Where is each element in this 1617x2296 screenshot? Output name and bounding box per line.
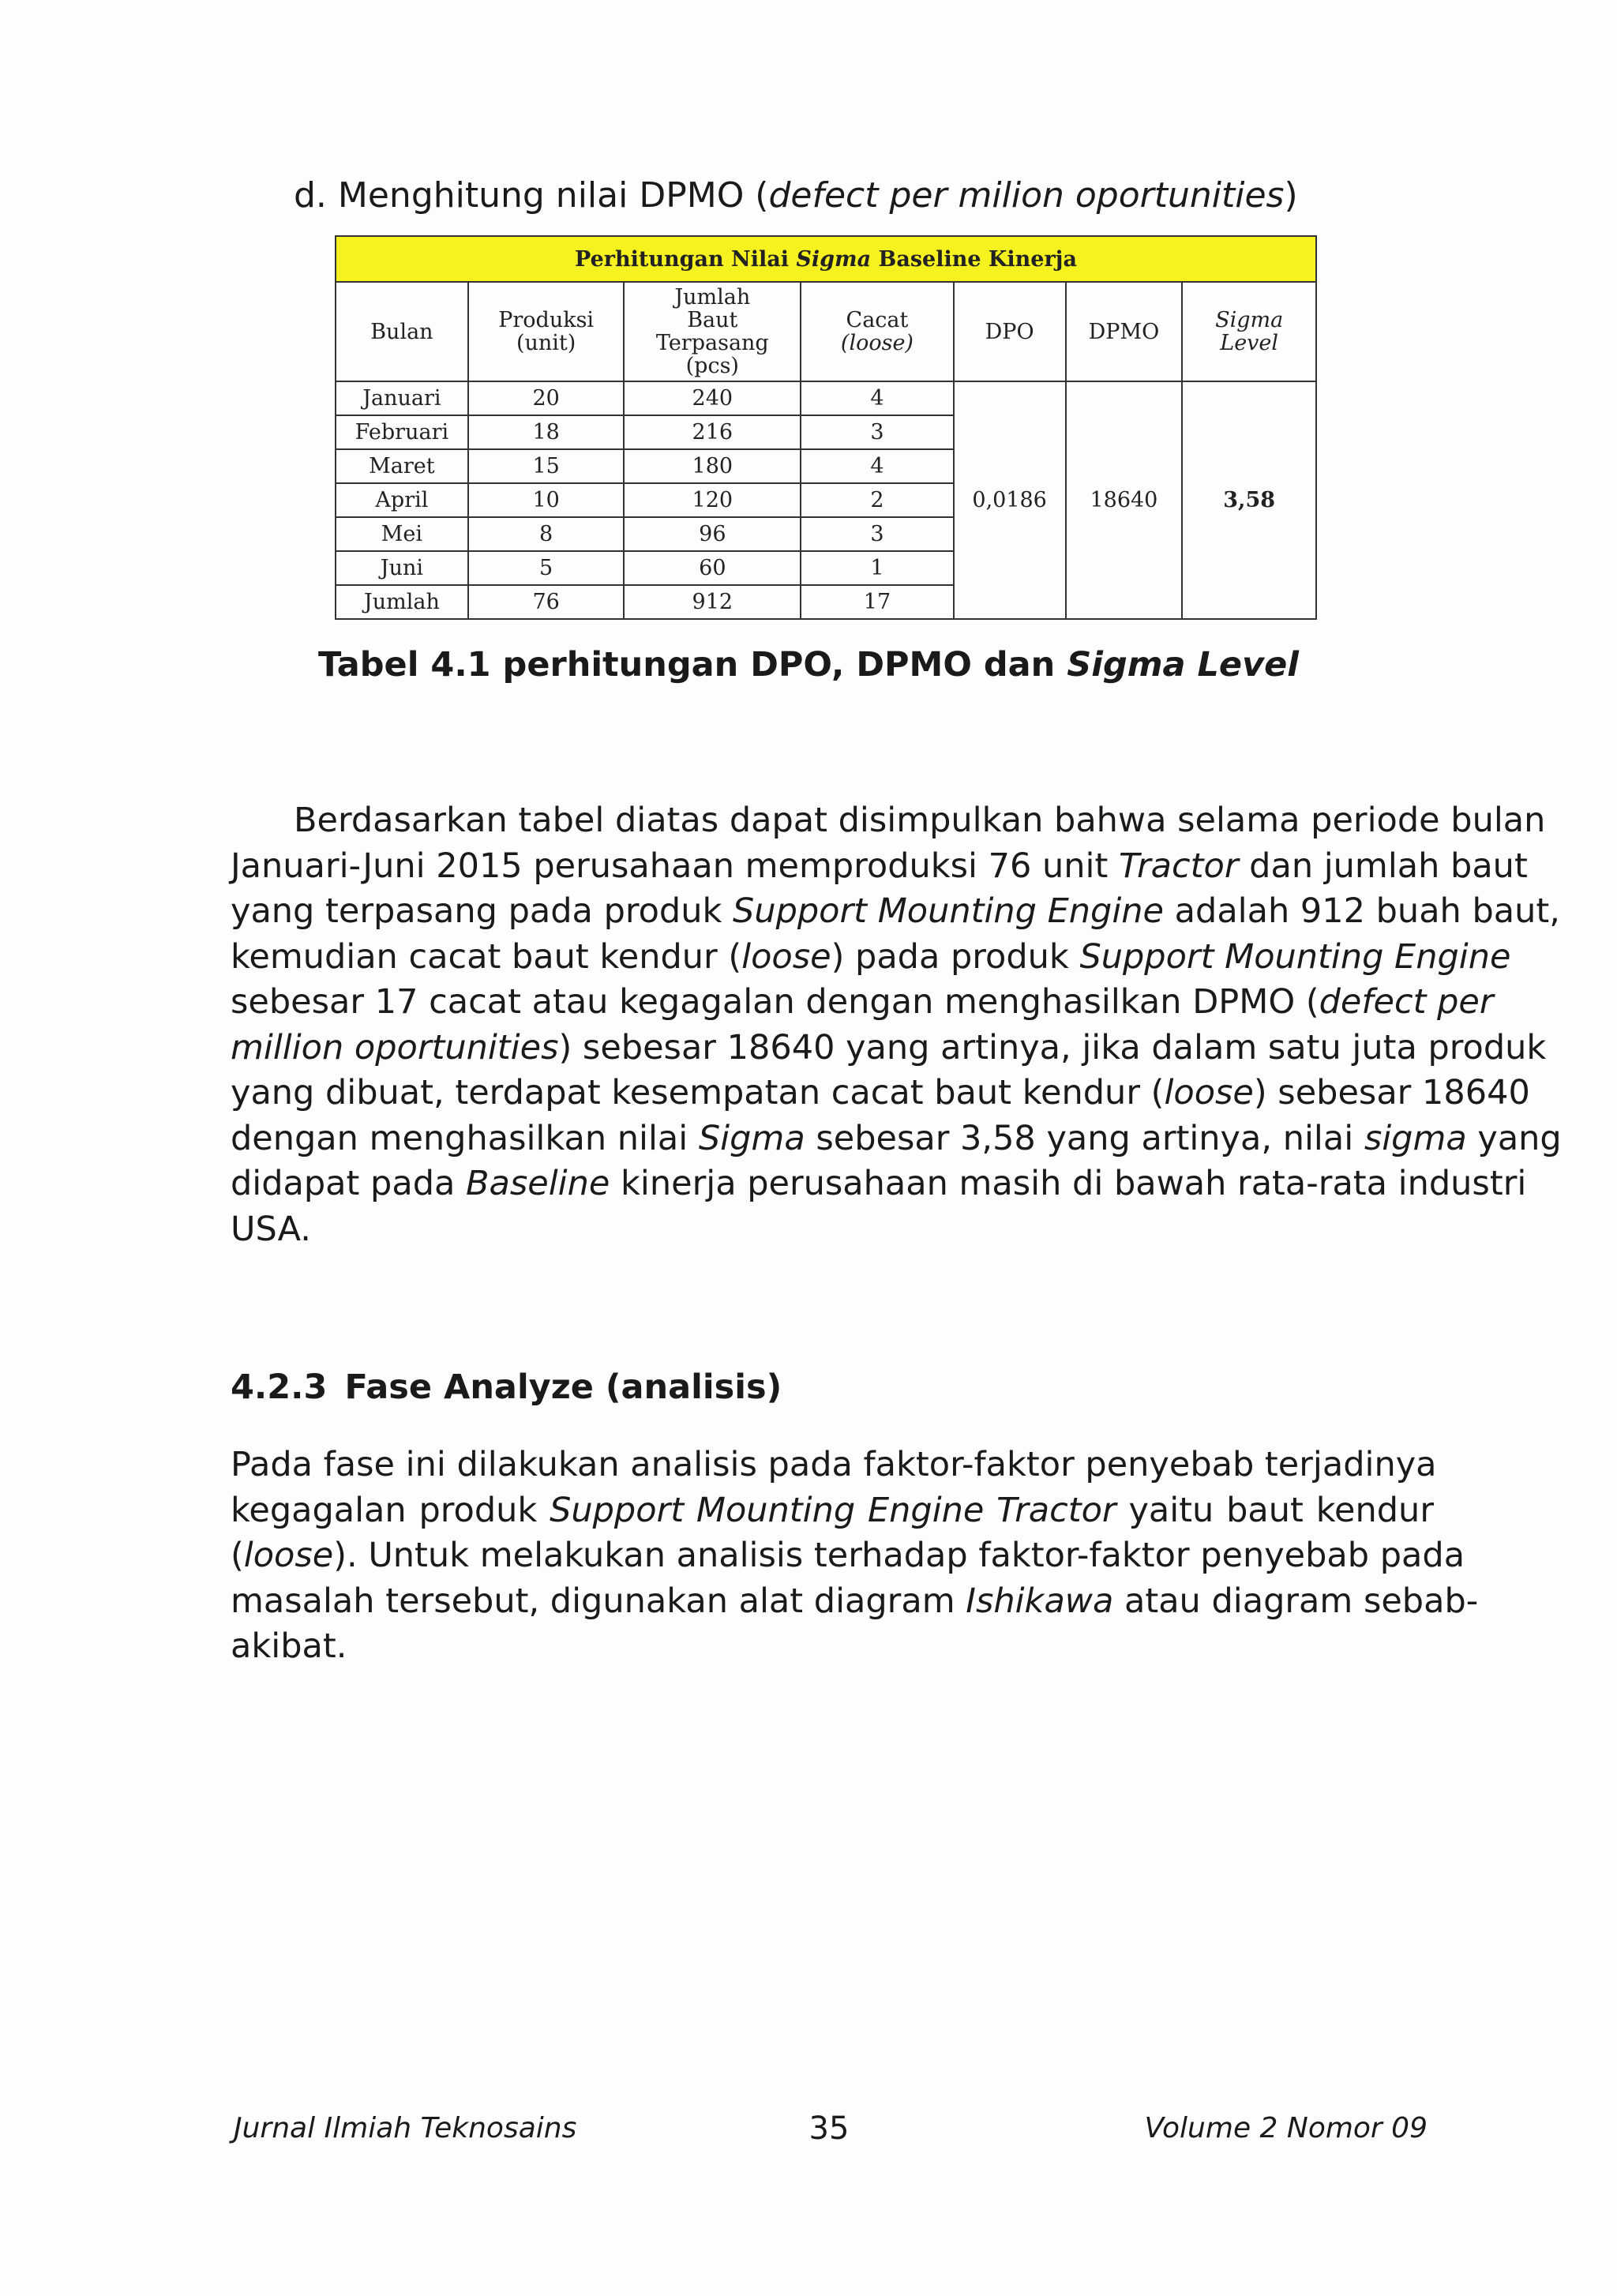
col-header-dpo: DPO: [954, 282, 1066, 381]
cell-baut: 912: [624, 585, 801, 619]
paragraph-line: sebesar 17 cacat atau kegagalan dengan menghasilkan DPMO (defect per: [231, 982, 1494, 1022]
cell-cacat: 3: [801, 517, 954, 551]
page-number: 35: [808, 2110, 850, 2147]
cell-cacat: 1: [801, 551, 954, 585]
col-header-sigma-level: Sigma Level: [1182, 282, 1316, 381]
cell-baut: 180: [624, 449, 801, 483]
paragraph-line: Berdasarkan tabel diatas dapat disimpulkan bahwa selama periode bulan: [294, 801, 1546, 840]
cell-bulan: Mei: [336, 517, 468, 551]
col-header-jumlah-baut: Jumlah Baut Terpasang (pcs): [624, 282, 801, 381]
col-header-cacat: Cacat (loose): [801, 282, 954, 381]
cell-bulan: Juni: [336, 551, 468, 585]
paragraph-line: dengan menghasilkan nilai Sigma sebesar 3,58 yang artinya, nilai sigma yang: [231, 1118, 1562, 1158]
cell-bulan: Jumlah: [336, 585, 468, 619]
paragraph-line: didapat pada Baseline kinerja perusahaan masih di bawah rata-rata industri: [231, 1164, 1527, 1203]
paragraph-line: yang dibuat, terdapat kesempatan cacat baut kendur (loose) sebesar 18640: [231, 1073, 1530, 1112]
subheading-suffix: ): [1284, 175, 1298, 216]
cell-produksi: 76: [468, 585, 625, 619]
paragraph-line: million oportunities) sebesar 18640 yang artinya, jika dalam satu juta produk: [231, 1027, 1547, 1067]
paragraph-line: Pada fase ini dilakukan analisis pada faktor-faktor penyebab terjadinya: [231, 1445, 1437, 1484]
cell-baut: 60: [624, 551, 801, 585]
cell-produksi: 8: [468, 517, 625, 551]
cell-sigma-level: 3,58: [1182, 381, 1316, 619]
paragraph-line: akibat.: [231, 1626, 347, 1666]
journal-name: Jurnal Ilmiah Teknosains: [234, 2112, 577, 2144]
cell-cacat: 2: [801, 483, 954, 517]
subheading-text: d. Menghitung nilai DPMO (: [294, 175, 769, 216]
cell-produksi: 15: [468, 449, 625, 483]
cell-dpmo: 18640: [1066, 381, 1183, 619]
volume-number: Volume 2 Nomor 09: [1144, 2112, 1428, 2144]
subheading-dpmo: [294, 172, 1298, 219]
table-caption: Tabel 4.1 perhitungan DPO, DPMO dan Sigma Level: [317, 645, 1300, 685]
cell-produksi: 10: [468, 483, 625, 517]
paragraph-line: masalah tersebut, digunakan alat diagram Ishikawa atau diagram sebab-: [231, 1581, 1479, 1621]
paragraph-line: (loose). Untuk melakukan analisis terhadap faktor-faktor penyebab pada: [231, 1536, 1465, 1575]
paragraph-line: kegagalan produk Support Mounting Engine Tractor yaitu baut kendur: [231, 1490, 1434, 1530]
sigma-baseline-table: [335, 235, 1317, 620]
cell-baut: 240: [624, 381, 801, 415]
table-row: [336, 381, 1316, 415]
col-header-dpmo: DPMO: [1066, 282, 1183, 381]
cell-bulan: April: [336, 483, 468, 517]
paragraph-line: kemudian cacat baut kendur (loose) pada produk Support Mounting Engine: [231, 936, 1511, 977]
cell-bulan: Maret: [336, 449, 468, 483]
page-footer: [0, 2105, 1617, 2152]
cell-produksi: 18: [468, 415, 625, 449]
section-number: 4.2.3: [231, 1367, 328, 1407]
section-heading: [231, 1364, 782, 1411]
col-header-produksi: Produksi (unit): [468, 282, 625, 381]
paragraph-conclusion: [231, 798, 1562, 1252]
cell-cacat: 17: [801, 585, 954, 619]
cell-produksi: 20: [468, 381, 625, 415]
cell-produksi: 5: [468, 551, 625, 585]
paragraph-line: yang terpasang pada produk Support Mounting Engine adalah 912 buah baut,: [231, 891, 1560, 931]
table-title: Perhitungan Nilai Sigma Baseline Kinerja: [336, 236, 1316, 282]
cell-cacat: 3: [801, 415, 954, 449]
cell-baut: 96: [624, 517, 801, 551]
paragraph-line: Januari-Juni 2015 perusahaan memproduksi 76 unit Tractor dan jumlah baut: [231, 846, 1528, 886]
section-title: Fase Analyze (analisis): [344, 1367, 782, 1407]
cell-cacat: 4: [801, 381, 954, 415]
subheading-italic-text: defect per milion oportunities: [768, 175, 1285, 216]
col-header-bulan: Bulan: [336, 282, 468, 381]
cell-baut: 120: [624, 483, 801, 517]
cell-cacat: 4: [801, 449, 954, 483]
cell-bulan: Februari: [336, 415, 468, 449]
cell-dpo: 0,0186: [954, 381, 1066, 619]
cell-baut: 216: [624, 415, 801, 449]
paragraph-analyze: [231, 1443, 1479, 1670]
paragraph-line: USA.: [231, 1209, 311, 1249]
cell-bulan: Januari: [336, 381, 468, 415]
